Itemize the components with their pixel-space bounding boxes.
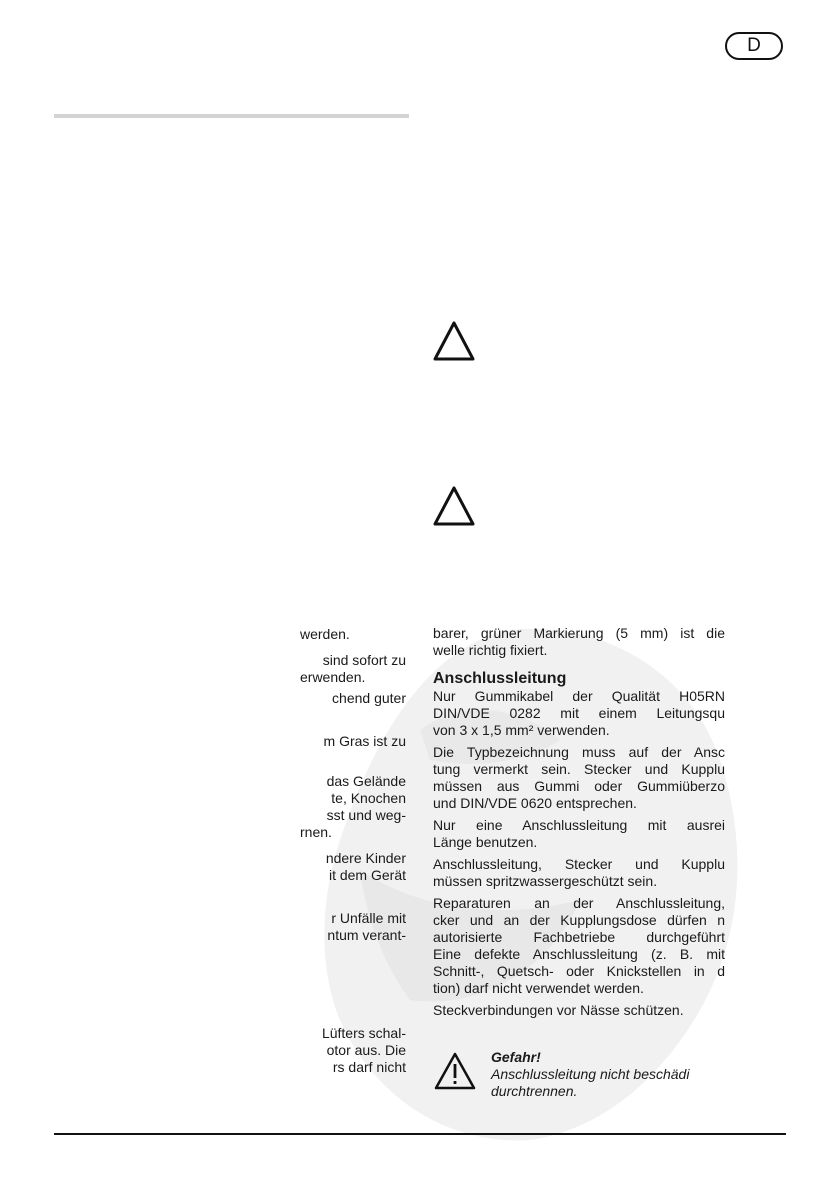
text-line: Eine defekte Anschlussleitung (z. B. mit xyxy=(433,946,725,962)
paragraph xyxy=(433,895,725,997)
text-fragment: ntum verant- xyxy=(327,927,406,943)
text-fragment: rs darf nicht xyxy=(332,1059,406,1075)
text-fragment: erwenden. xyxy=(300,669,366,685)
text-line: Nur Gummikabel der Qualität H05RN xyxy=(433,688,725,704)
text-line: tung vermerkt sein. Stecker und Kupplu xyxy=(433,761,725,777)
text-fragment: rnen. xyxy=(300,824,332,840)
text-fragment: Lüfters schal- xyxy=(321,1025,406,1041)
exclamation-triangle-icon xyxy=(433,1051,477,1091)
warning-triangle-icon xyxy=(432,320,476,362)
text-line: Schnitt-, Quetsch- oder Knickstellen in d xyxy=(433,963,725,979)
text-fragment: chend guter xyxy=(332,690,406,706)
text-line: müssen spritzwassergeschützt sein. xyxy=(433,873,658,889)
text-line: tion) darf nicht verwendet werden. xyxy=(433,980,644,996)
warning-line: durchtrennen. xyxy=(491,1083,578,1099)
text-fragment: das Gelände xyxy=(326,773,406,789)
text-fragment: ndere Kinder xyxy=(325,850,406,866)
text-fragment: otor aus. Die xyxy=(326,1042,406,1058)
text-fragment: werden. xyxy=(300,626,350,642)
paragraph xyxy=(433,744,725,812)
text-line: Steckverbindungen vor Nässe schützen. xyxy=(433,1002,684,1018)
footer-rule xyxy=(54,1133,786,1135)
warning-line: Anschlussleitung nicht beschädi xyxy=(491,1066,690,1082)
warning-title: Gefahr! xyxy=(491,1049,541,1065)
section-heading: Anschlussleitung xyxy=(433,670,567,687)
text-fragment: te, Knochen xyxy=(331,790,406,806)
text-line: DIN/VDE 0282 mit einem Leitungsqu xyxy=(433,705,725,721)
text-line: von 3 x 1,5 mm² verwenden. xyxy=(433,722,610,738)
text-line: welle richtig fixiert. xyxy=(433,642,548,658)
text-line: müssen aus Gummi oder Gummiüberzo xyxy=(433,778,725,794)
right-column-text xyxy=(433,625,725,1019)
text-fragment: sst und weg- xyxy=(326,807,406,823)
text-fragment: r Unfälle mit xyxy=(331,910,406,926)
text-line: autorisierte Fachbetriebe durchgeführt xyxy=(433,929,725,945)
text-line: cker und an der Kupplungsdose dürfen n xyxy=(433,912,725,928)
text-line: Nur eine Anschlussleitung mit ausrei xyxy=(433,817,725,833)
text-fragment: it dem Gerät xyxy=(328,867,406,883)
warning-triangle-icon xyxy=(432,485,476,527)
language-badge: D xyxy=(725,32,783,60)
text-line: Anschlussleitung, Stecker und Kupplu xyxy=(433,856,725,872)
text-fragment: m Gras ist zu xyxy=(323,733,406,749)
paragraph xyxy=(433,688,725,739)
text-line: Reparaturen an der Anschlussleitung, xyxy=(433,895,725,911)
text-line: Die Typbezeichnung muss auf der Ansc xyxy=(433,744,725,760)
text-line: Länge benutzen. xyxy=(433,834,538,850)
text-line: barer, grüner Markierung (5 mm) ist die xyxy=(433,625,725,641)
section-divider xyxy=(54,114,409,118)
intro-paragraph xyxy=(433,625,725,659)
text-fragment: sind sofort zu xyxy=(322,652,406,668)
text-line: und DIN/VDE 0620 entsprechen. xyxy=(433,795,637,811)
paragraph xyxy=(433,856,725,890)
paragraph xyxy=(433,817,725,851)
paragraph xyxy=(433,1002,725,1019)
